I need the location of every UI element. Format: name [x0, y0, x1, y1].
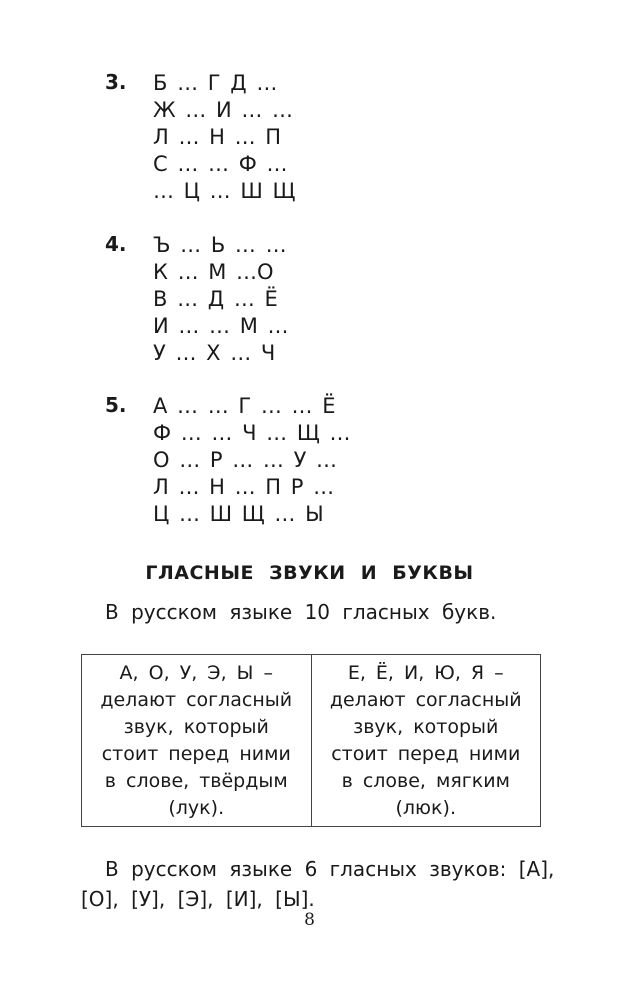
letter-row: Ъ … Ь … …	[153, 233, 287, 257]
letter-row: В … Д … Ё	[153, 287, 278, 311]
letter-row: Л … Н … П	[153, 125, 282, 149]
letter-row: Ф … … Ч … Щ …	[153, 421, 351, 445]
outro-line-2: [О], [У], [Э], [И], [Ы].	[81, 887, 315, 911]
letter-row: Л … Н … П Р …	[153, 475, 335, 499]
hard-vowels-cell	[82, 655, 311, 826]
letter-row: И … … М …	[153, 314, 289, 338]
cell-line: звук, который	[123, 715, 269, 738]
cell-line: делают согласный	[329, 688, 522, 711]
letter-row: О … Р … … У …	[153, 448, 338, 472]
letter-row: Ц … Ш Щ … Ы	[153, 502, 324, 526]
letter-row: А … … Г … … Ё	[153, 394, 336, 418]
letter-row: С … … Ф …	[153, 152, 288, 176]
cell-line: (люк).	[395, 796, 456, 819]
cell-line: Е, Ё, И, Ю, Я –	[347, 661, 504, 684]
cell-line: (лук).	[168, 796, 225, 819]
exercise-number: 5.	[105, 393, 127, 417]
cell-line: в слове, мягким	[341, 769, 510, 792]
cell-line: звук, который	[353, 715, 499, 738]
cell-line: стоит перед ними	[101, 742, 291, 765]
letter-row: Ж … И … …	[153, 98, 294, 122]
letter-row: У … Х … Ч	[153, 341, 276, 365]
vowel-table	[81, 654, 541, 827]
cell-line: стоит перед ними	[331, 742, 521, 765]
page-number: 8	[304, 910, 315, 930]
intro-paragraph: В русском языке 10 гласных букв.	[105, 600, 497, 624]
letter-row: К … М …О	[153, 260, 274, 284]
letter-row: Б … Г Д …	[153, 71, 278, 95]
exercise-number: 3.	[105, 70, 127, 94]
soft-vowels-cell	[311, 655, 541, 826]
section-title: ГЛАСНЫЕ ЗВУКИ И БУКВЫ	[145, 562, 474, 584]
exercise-number: 4.	[105, 232, 127, 256]
outro-line-1: В русском языке 6 гласных звуков: [А],	[105, 857, 555, 881]
cell-line: А, О, У, Э, Ы –	[119, 661, 273, 684]
cell-line: делают согласный	[100, 688, 293, 711]
cell-line: в слове, твёрдым	[104, 769, 288, 792]
letter-row: … Ц … Ш Щ	[153, 179, 296, 203]
